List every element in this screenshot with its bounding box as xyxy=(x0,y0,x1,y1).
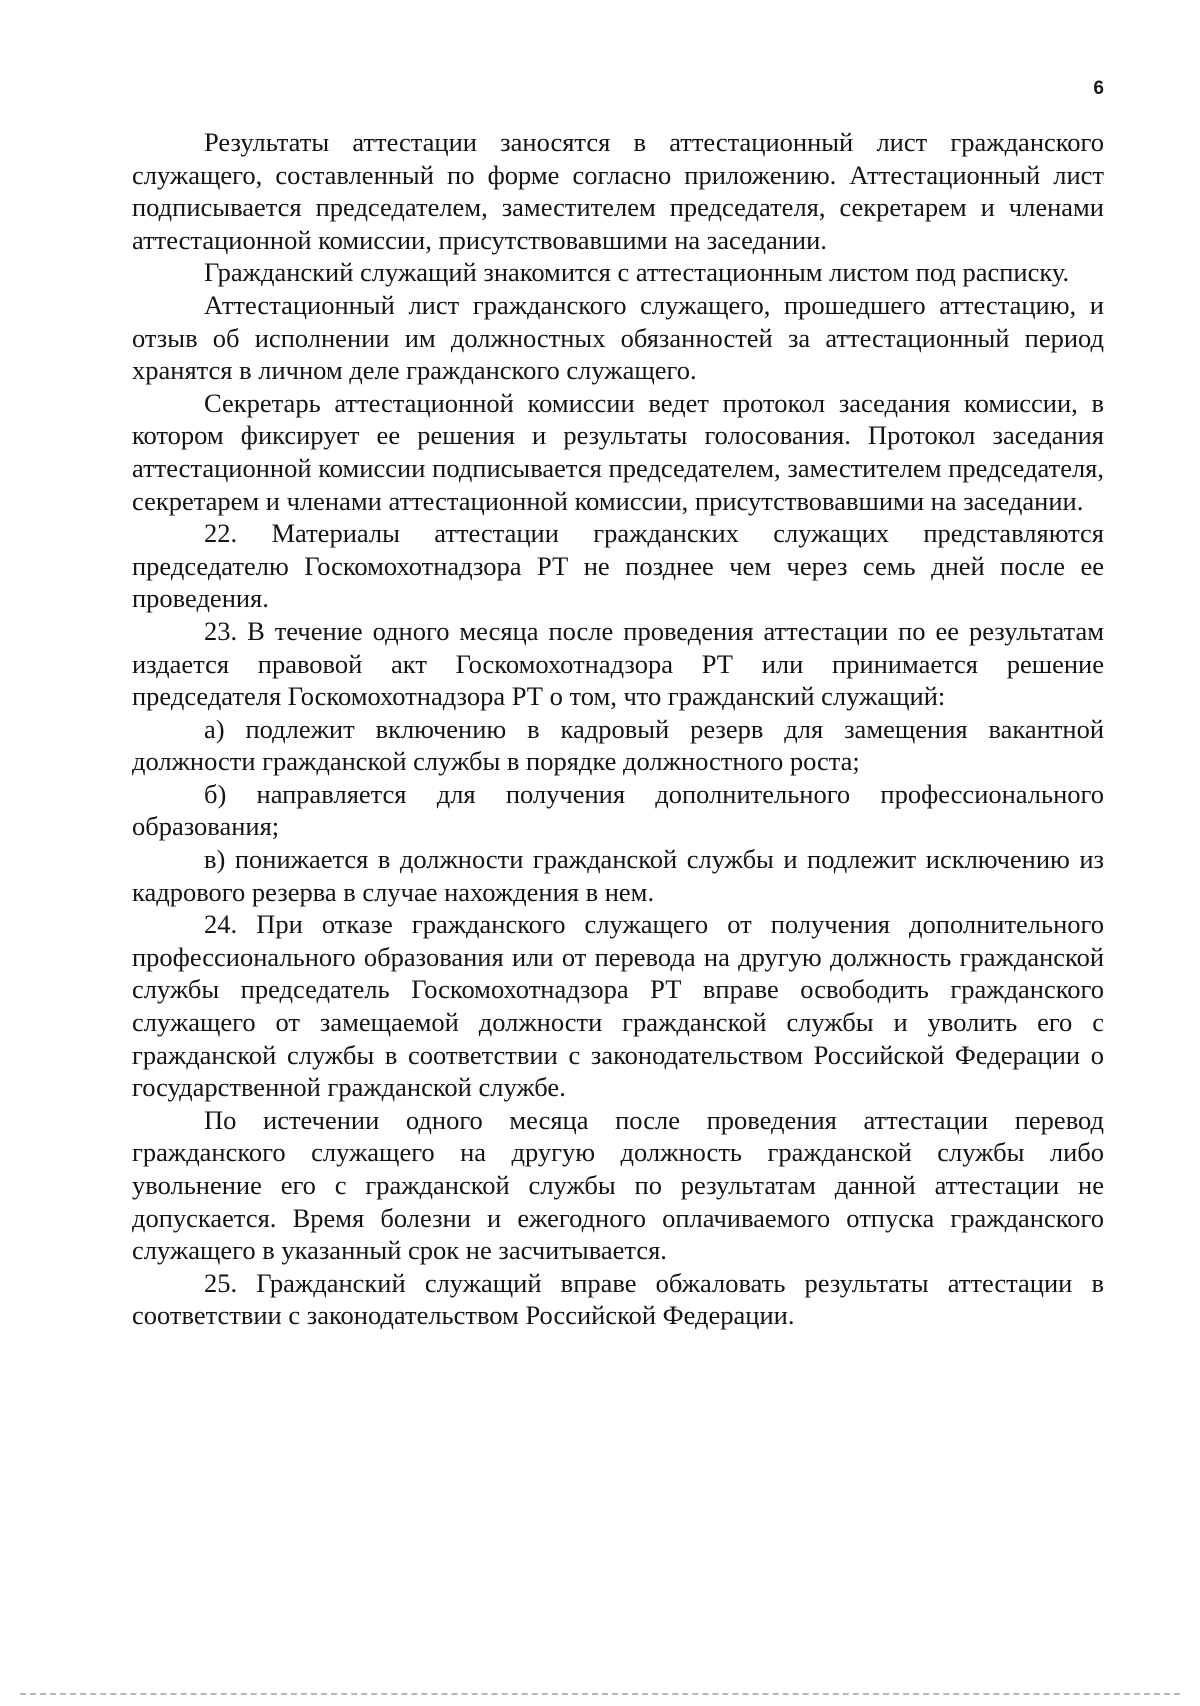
paragraph-item-22: 22. Материалы аттестации гражданских служащих представляются председателю Госкомохотнадзора РТ не позднее чем через семь дней после ее проведения. xyxy=(132,518,1104,614)
paragraph-protocol: Секретарь аттестационной комиссии ведет протокол заседания комиссии, в котором фиксирует ее решения и результаты голосования. Протокол заседания аттестационной комиссии подписывается председателем, заместителем председателя, секретарем и членами аттестационной комиссии, присутствовавшими на заседании. xyxy=(132,387,1104,516)
page-number: 6 xyxy=(1093,78,1104,99)
paragraph-attestation-sheet: Результаты аттестации заносятся в аттестационный лист гражданского служащего, составленный по форме согласно приложению. Аттестационный лист подписывается председателем, заместителем председателя, секретарем и членами аттестационной комиссии, присутствовавшими на заседании. xyxy=(132,127,1104,255)
bottom-scan-line xyxy=(20,1693,1180,1695)
paragraph-item-23-a: а) подлежит включению в кадровый резерв для замещения вакантной должности гражданской службы в порядке должностного роста; xyxy=(132,713,1104,777)
paragraph-item-23: 23. В течение одного месяца после проведения аттестации по ее результатам издается правовой акт Госкомохотнадзора РТ или принимается решение председателя Госкомохотнадзора РТ о том, что гражданский служащий: xyxy=(132,615,1104,712)
paragraph-transfer-restriction: По истечении одного месяца после проведения аттестации перевод гражданского служащего на другую должность гражданской службы либо увольнение его с гражданской службы по результатам данной аттестации не допускается. Время болезни и ежегодного оплачиваемого отпуска гражданского служащего в указанный срок не засчитывается. xyxy=(132,1104,1104,1266)
document-body xyxy=(132,126,1104,1332)
paragraph-item-24: 24. При отказе гражданского служащего от получения дополнительного профессионального образования или от перевода на другую должность гражданской службы председатель Госкомохотнадзора РТ вправе освободить гражданского служащего от замещаемой должности гражданской службы и уволить его с гражданской службы в соответствии с законодательством Российской Федерации о государственной гражданской службе. xyxy=(132,909,1104,1103)
paragraph-receipt: Гражданский служащий знакомится с аттестационным листом под расписку. xyxy=(204,257,1070,288)
paragraph-item-23-b: б) направляется для получения дополнительного профессионального образования; xyxy=(132,778,1104,842)
paragraph-personal-file: Аттестационный лист гражданского служащего, прошедшего аттестацию, и отзыв об исполнении им должностных обязанностей за аттестационный период хранятся в личном деле гражданского служащего. xyxy=(132,289,1104,386)
paragraph-item-23-v: в) понижается в должности гражданской службы и подлежит исключению из кадрового резерва в случае нахождения в нем. xyxy=(132,844,1104,907)
paragraph-item-25: 25. Гражданский служащий вправе обжаловать результаты аттестации в соответствии с законодательством Российской Федерации. xyxy=(132,1267,1104,1331)
